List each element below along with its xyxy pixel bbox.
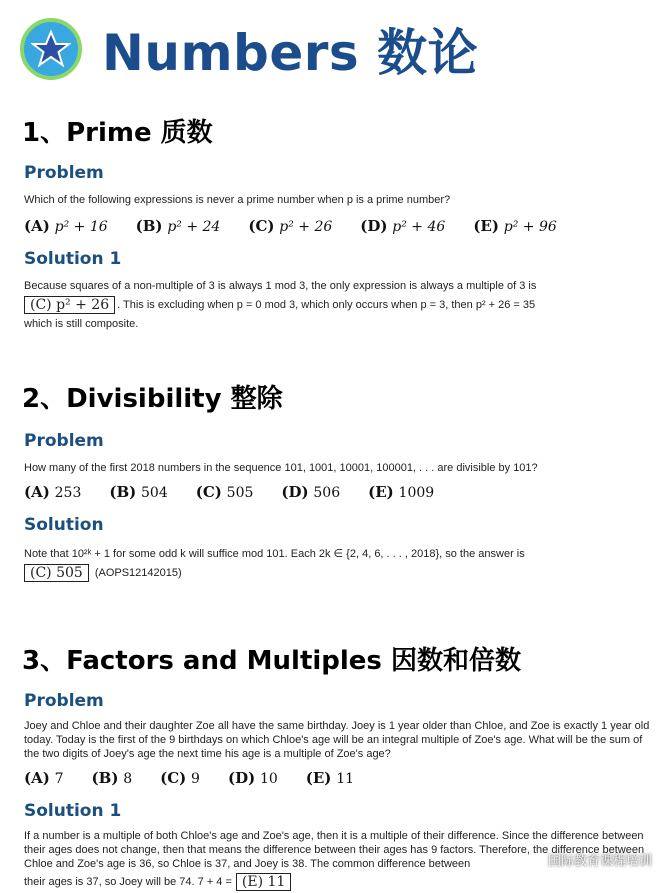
answer-box: (C) p² + 26 — [24, 296, 115, 314]
star-icon — [20, 18, 82, 80]
choice-b: (B) 8 — [91, 769, 133, 787]
choice-c: (C) 9 — [160, 769, 200, 787]
choice-b: (B) p² + 24 — [135, 217, 221, 235]
section-prime — [0, 112, 672, 331]
watermark: 国际教育课程培训 — [547, 854, 652, 869]
problem-label: Problem — [24, 163, 104, 183]
section-divisibility — [0, 378, 672, 582]
choice-e: (E) p² + 96 — [473, 217, 557, 235]
solution-line-1: Because squares of a non-multiple of 3 is always 1 mod 3, the only expression is always a multiple of 3 is — [24, 280, 537, 292]
solution-line-2 — [24, 564, 654, 582]
solution-line-1: Note that 10²ᵏ + 1 for some odd k will suffice mod 101. Each 2k ∈ {2, 4, 6, . . . , 2018}, so the answer is — [24, 548, 525, 560]
problem-label: Problem — [24, 431, 104, 451]
section-title: 2、Divisibility 整除 — [22, 384, 283, 414]
section-title: 1、Prime 质数 — [22, 118, 213, 148]
problem-label: Problem — [24, 691, 104, 711]
solution-label: Solution 1 — [24, 801, 122, 821]
question-text: Joey and Chloe and their daughter Zoe all have the same birthday. Joey is 1 year older than Chloe, and Zoe is exactly 1 year old today. Today is the first of the 9 birthdays on which Chloe's age will be an integral multiple of Zoe's age. What will be the sum of the two digits of Joey's age the next time his age is a multiple of Zoe's age? — [24, 720, 650, 760]
choice-c: (C) p² + 26 — [248, 217, 333, 235]
choice-a: (A) 253 — [24, 483, 82, 501]
answer-box: (E) 11 — [236, 873, 291, 891]
question-text: Which of the following expressions is never a prime number when p is a prime number? — [24, 194, 451, 206]
page-header — [20, 14, 478, 84]
source-ref: (AOPS12142015) — [94, 567, 182, 579]
answer-box: (C) 505 — [24, 564, 89, 582]
choice-c: (C) 505 — [195, 483, 254, 501]
solution-text: If a number is a multiple of both Chloe's age and Zoe's age, then it is a multiple of their difference. Since the difference between their ages does not change, then that means the difference between their ages has 9 factors. Therefore, the difference between Chloe and Zoe's age is 36, so Chloe is 37, and Joey is 38. The common difference between — [24, 830, 645, 870]
answer-choices — [24, 217, 672, 235]
page-title: Numbers 数论 — [102, 24, 479, 82]
choice-e: (E) 1009 — [368, 483, 435, 501]
choice-b: (B) 504 — [109, 483, 168, 501]
answer-choices — [24, 769, 672, 787]
section-title: 3、Factors and Multiples 因数和倍数 — [22, 646, 521, 676]
solution-label: Solution — [24, 515, 104, 535]
question-text: How many of the first 2018 numbers in the sequence 101, 1001, 10001, 100001, . . . are divisible by 101? — [24, 462, 538, 474]
solution-label: Solution 1 — [24, 249, 122, 269]
choice-d: (D) 10 — [227, 769, 278, 787]
solution-last-line: their ages is 37, so Joey will be 74. 7 + 4 = (E) 11 — [24, 873, 654, 891]
choice-d: (D) 506 — [281, 483, 341, 501]
choice-a: (A) p² + 16 — [24, 217, 108, 235]
solution-line-2: (C) p² + 26 . This is excluding when p = 0 mod 3, which only occurs when p = 3, then p² + 26 = 35 — [24, 296, 654, 314]
choice-e: (E) 11 — [305, 769, 355, 787]
answer-choices — [24, 483, 672, 501]
choice-d: (D) p² + 46 — [360, 217, 446, 235]
choice-a: (A) 7 — [24, 769, 64, 787]
solution-line-3: which is still composite. — [24, 318, 139, 330]
